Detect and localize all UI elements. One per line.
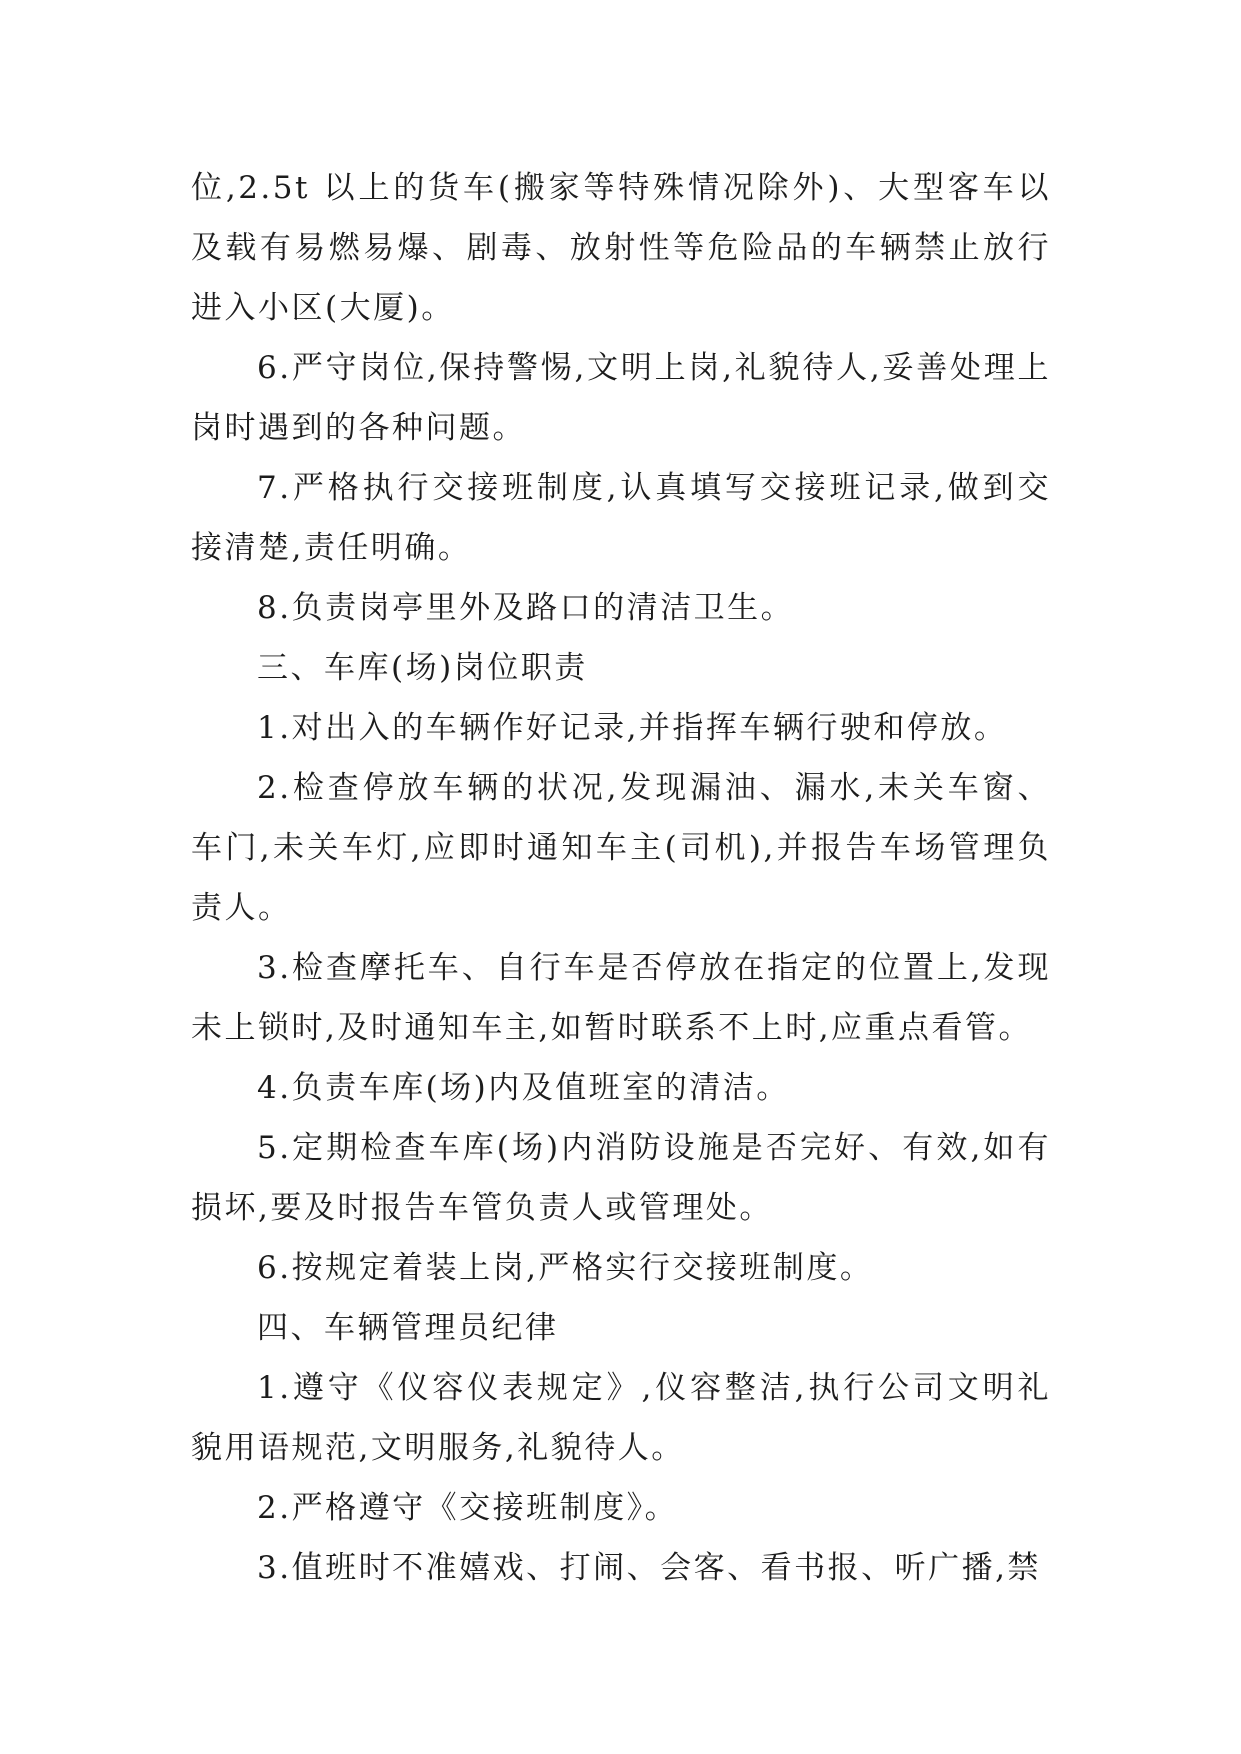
paragraph: 2.检查停放车辆的状况,发现漏油、漏水,未关车窗、车门,未关车灯,应即时通知车主(司机),并报告车场管理负责人。 bbox=[191, 770, 1051, 926]
section-heading: 四、车辆管理员纪律 bbox=[257, 1310, 559, 1346]
document-body bbox=[191, 158, 1051, 1598]
paragraph: 1.对出入的车辆作好记录,并指挥车辆行驶和停放。 bbox=[257, 710, 1008, 746]
paragraph: 4.负责车库(场)内及值班室的清洁。 bbox=[257, 1070, 790, 1106]
paragraph: 5.定期检查车库(场)内消防设施是否完好、有效,如有损坏,要及时报告车管负责人或管理处。 bbox=[191, 1130, 1051, 1226]
paragraph: 6.按规定着装上岗,严格实行交接班制度。 bbox=[257, 1250, 874, 1286]
paragraph: 3.值班时不准嬉戏、打闹、会客、看书报、听广播,禁 bbox=[257, 1550, 1041, 1586]
section-heading: 三、车库(场)岗位职责 bbox=[257, 650, 588, 686]
paragraph: 3.检查摩托车、自行车是否停放在指定的位置上,发现未上锁时,及时通知车主,如暂时联系不上时,应重点看管。 bbox=[191, 950, 1051, 1046]
paragraph: 2.严格遵守《交接班制度》。 bbox=[257, 1490, 679, 1526]
paragraph: 1.遵守《仪容仪表规定》,仪容整洁,执行公司文明礼貌用语规范,文明服务,礼貌待人。 bbox=[191, 1370, 1051, 1466]
paragraph: 7.严格执行交接班制度,认真填写交接班记录,做到交接清楚,责任明确。 bbox=[191, 470, 1051, 566]
paragraph: 6.严守岗位,保持警惕,文明上岗,礼貌待人,妥善处理上岗时遇到的各种问题。 bbox=[191, 350, 1051, 446]
paragraph: 位,2.5t 以上的货车(搬家等特殊情况除外)、大型客车以及载有易燃易爆、剧毒、放射性等危险品的车辆禁止放行进入小区(大厦)。 bbox=[191, 170, 1051, 326]
paragraph: 8.负责岗亭里外及路口的清洁卫生。 bbox=[257, 590, 795, 626]
